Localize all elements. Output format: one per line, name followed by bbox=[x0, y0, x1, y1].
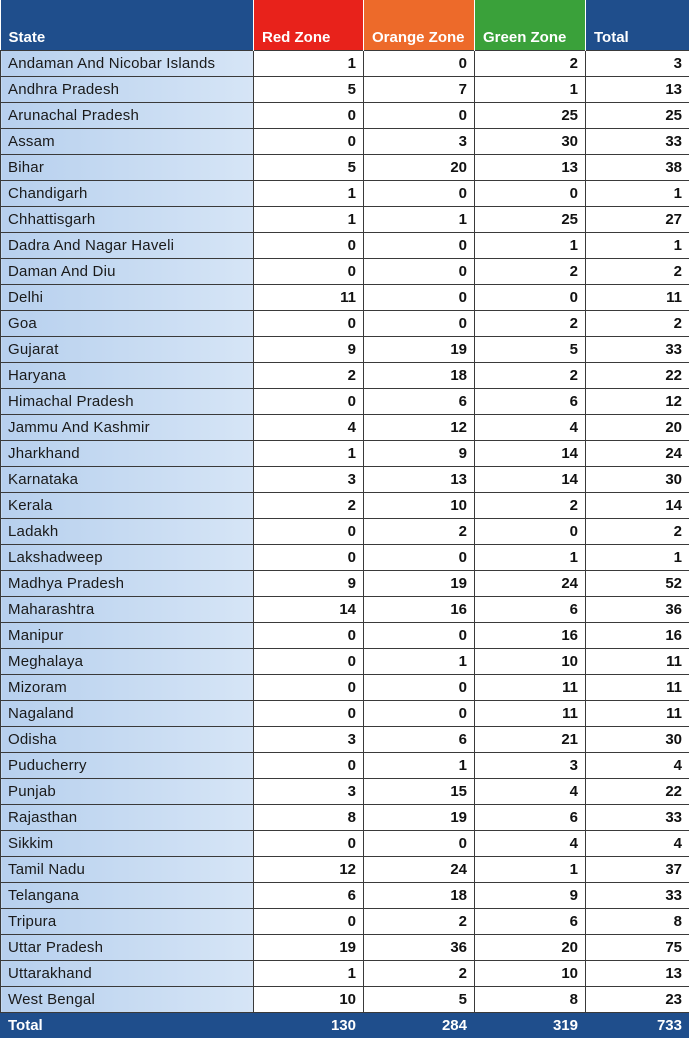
green-zone-cell: 11 bbox=[475, 701, 586, 727]
state-cell: Nagaland bbox=[1, 701, 254, 727]
total-cell: 8 bbox=[586, 909, 689, 935]
red-zone-cell: 0 bbox=[254, 233, 364, 259]
state-cell: West Bengal bbox=[1, 987, 254, 1013]
green-zone-cell: 30 bbox=[475, 129, 586, 155]
red-zone-cell: 1 bbox=[254, 441, 364, 467]
green-zone-cell: 4 bbox=[475, 831, 586, 857]
red-zone-cell: 0 bbox=[254, 623, 364, 649]
red-zone-cell: 0 bbox=[254, 103, 364, 129]
table-row bbox=[1, 519, 689, 545]
red-zone-cell: 10 bbox=[254, 987, 364, 1013]
table-row bbox=[1, 701, 689, 727]
orange-zone-cell: 2 bbox=[364, 519, 475, 545]
total-cell: 1 bbox=[586, 233, 689, 259]
table-row bbox=[1, 597, 689, 623]
state-cell: Karnataka bbox=[1, 467, 254, 493]
total-cell: 33 bbox=[586, 883, 689, 909]
green-zone-cell: 21 bbox=[475, 727, 586, 753]
total-cell: 2 bbox=[586, 259, 689, 285]
green-zone-cell: 6 bbox=[475, 597, 586, 623]
red-zone-cell: 0 bbox=[254, 701, 364, 727]
table-row bbox=[1, 961, 689, 987]
state-cell: Meghalaya bbox=[1, 649, 254, 675]
green-zone-cell: 10 bbox=[475, 649, 586, 675]
total-column-header: Total bbox=[586, 0, 689, 51]
state-cell: Uttarakhand bbox=[1, 961, 254, 987]
total-cell: 52 bbox=[586, 571, 689, 597]
red-zone-cell: 1 bbox=[254, 181, 364, 207]
orange-zone-cell: 0 bbox=[364, 701, 475, 727]
total-cell: 33 bbox=[586, 805, 689, 831]
header-row bbox=[1, 0, 689, 51]
green-zone-cell: 6 bbox=[475, 805, 586, 831]
table-row bbox=[1, 779, 689, 805]
total-label: Total bbox=[1, 1013, 254, 1038]
green-zone-cell: 2 bbox=[475, 51, 586, 77]
red-zone-cell: 19 bbox=[254, 935, 364, 961]
total-cell: 25 bbox=[586, 103, 689, 129]
total-row bbox=[1, 1013, 689, 1038]
state-cell: Odisha bbox=[1, 727, 254, 753]
red-zone-cell: 0 bbox=[254, 753, 364, 779]
total-cell: 38 bbox=[586, 155, 689, 181]
red-zone-cell: 5 bbox=[254, 77, 364, 103]
state-cell: Maharashtra bbox=[1, 597, 254, 623]
total-cell: 37 bbox=[586, 857, 689, 883]
orange-zone-cell: 0 bbox=[364, 675, 475, 701]
orange-zone-cell: 18 bbox=[364, 883, 475, 909]
table-row bbox=[1, 623, 689, 649]
total-cell: 11 bbox=[586, 649, 689, 675]
table-row bbox=[1, 181, 689, 207]
total-cell: 2 bbox=[586, 519, 689, 545]
table-row bbox=[1, 285, 689, 311]
table-row bbox=[1, 831, 689, 857]
orange-zone-cell: 18 bbox=[364, 363, 475, 389]
orange-zone-cell: 1 bbox=[364, 753, 475, 779]
red-zone-cell: 0 bbox=[254, 545, 364, 571]
red-zone-cell: 8 bbox=[254, 805, 364, 831]
green-zone-cell: 2 bbox=[475, 311, 586, 337]
state-cell: Jammu And Kashmir bbox=[1, 415, 254, 441]
orange-zone-cell: 0 bbox=[364, 831, 475, 857]
table-row bbox=[1, 415, 689, 441]
orange-zone-cell: 16 bbox=[364, 597, 475, 623]
total-cell: 11 bbox=[586, 701, 689, 727]
total-cell: 23 bbox=[586, 987, 689, 1013]
table-row bbox=[1, 545, 689, 571]
red-zone-cell: 3 bbox=[254, 727, 364, 753]
orange-zone-cell: 2 bbox=[364, 909, 475, 935]
green-zone-cell: 5 bbox=[475, 337, 586, 363]
green-zone-cell: 4 bbox=[475, 779, 586, 805]
table-row bbox=[1, 129, 689, 155]
total-cell: 13 bbox=[586, 77, 689, 103]
state-cell: Kerala bbox=[1, 493, 254, 519]
state-cell: Rajasthan bbox=[1, 805, 254, 831]
table-row bbox=[1, 337, 689, 363]
table-row bbox=[1, 987, 689, 1013]
green-zone-cell: 2 bbox=[475, 259, 586, 285]
total-cell: 33 bbox=[586, 337, 689, 363]
orange-zone-cell: 1 bbox=[364, 649, 475, 675]
state-cell: Delhi bbox=[1, 285, 254, 311]
green-zone-column-header: Green Zone bbox=[475, 0, 586, 51]
table-row bbox=[1, 649, 689, 675]
orange-zone-cell: 3 bbox=[364, 129, 475, 155]
total-cell: 24 bbox=[586, 441, 689, 467]
red-zone-cell: 9 bbox=[254, 337, 364, 363]
total-cell: 14 bbox=[586, 493, 689, 519]
state-cell: Dadra And Nagar Haveli bbox=[1, 233, 254, 259]
table-row bbox=[1, 207, 689, 233]
orange-zone-cell: 0 bbox=[364, 233, 475, 259]
red-zone-cell: 0 bbox=[254, 129, 364, 155]
table-row bbox=[1, 727, 689, 753]
orange-zone-cell: 6 bbox=[364, 727, 475, 753]
total-cell: 11 bbox=[586, 675, 689, 701]
orange-zone-column-header: Orange Zone bbox=[364, 0, 475, 51]
total-cell: 3 bbox=[586, 51, 689, 77]
table-row bbox=[1, 441, 689, 467]
green-zone-cell: 0 bbox=[475, 519, 586, 545]
total-cell: 4 bbox=[586, 753, 689, 779]
table-row bbox=[1, 857, 689, 883]
state-cell: Haryana bbox=[1, 363, 254, 389]
green-zone-cell: 9 bbox=[475, 883, 586, 909]
orange-zone-cell: 13 bbox=[364, 467, 475, 493]
green-zone-cell: 1 bbox=[475, 77, 586, 103]
state-column-header: State bbox=[1, 0, 254, 51]
table-row bbox=[1, 467, 689, 493]
table-row bbox=[1, 259, 689, 285]
orange-zone-cell: 0 bbox=[364, 51, 475, 77]
state-cell: Mizoram bbox=[1, 675, 254, 701]
state-cell: Ladakh bbox=[1, 519, 254, 545]
table-row bbox=[1, 389, 689, 415]
orange-zone-cell: 0 bbox=[364, 181, 475, 207]
total-cell: 1 bbox=[586, 181, 689, 207]
total-cell: 4 bbox=[586, 831, 689, 857]
red-zone-cell: 0 bbox=[254, 649, 364, 675]
state-cell: Tamil Nadu bbox=[1, 857, 254, 883]
red-zone-cell: 0 bbox=[254, 519, 364, 545]
total-orange: 284 bbox=[364, 1013, 475, 1038]
red-zone-cell: 1 bbox=[254, 207, 364, 233]
orange-zone-cell: 24 bbox=[364, 857, 475, 883]
red-zone-cell: 4 bbox=[254, 415, 364, 441]
red-zone-cell: 0 bbox=[254, 675, 364, 701]
total-cell: 27 bbox=[586, 207, 689, 233]
table-row bbox=[1, 883, 689, 909]
red-zone-cell: 12 bbox=[254, 857, 364, 883]
green-zone-cell: 3 bbox=[475, 753, 586, 779]
red-zone-cell: 3 bbox=[254, 779, 364, 805]
red-zone-cell: 2 bbox=[254, 493, 364, 519]
state-cell: Uttar Pradesh bbox=[1, 935, 254, 961]
red-zone-column-header: Red Zone bbox=[254, 0, 364, 51]
orange-zone-cell: 0 bbox=[364, 285, 475, 311]
green-zone-cell: 14 bbox=[475, 441, 586, 467]
state-cell: Arunachal Pradesh bbox=[1, 103, 254, 129]
state-cell: Punjab bbox=[1, 779, 254, 805]
total-red: 130 bbox=[254, 1013, 364, 1038]
state-cell: Himachal Pradesh bbox=[1, 389, 254, 415]
green-zone-cell: 4 bbox=[475, 415, 586, 441]
total-green: 319 bbox=[475, 1013, 586, 1038]
green-zone-cell: 10 bbox=[475, 961, 586, 987]
total-cell: 20 bbox=[586, 415, 689, 441]
orange-zone-cell: 19 bbox=[364, 571, 475, 597]
total-cell: 30 bbox=[586, 727, 689, 753]
total-cell: 2 bbox=[586, 311, 689, 337]
state-cell: Telangana bbox=[1, 883, 254, 909]
green-zone-cell: 2 bbox=[475, 493, 586, 519]
total-cell: 22 bbox=[586, 779, 689, 805]
orange-zone-cell: 12 bbox=[364, 415, 475, 441]
table-row bbox=[1, 805, 689, 831]
state-cell: Chandigarh bbox=[1, 181, 254, 207]
table-row bbox=[1, 909, 689, 935]
red-zone-cell: 0 bbox=[254, 311, 364, 337]
orange-zone-cell: 6 bbox=[364, 389, 475, 415]
red-zone-cell: 6 bbox=[254, 883, 364, 909]
green-zone-cell: 1 bbox=[475, 233, 586, 259]
orange-zone-cell: 0 bbox=[364, 259, 475, 285]
orange-zone-cell: 7 bbox=[364, 77, 475, 103]
total-cell: 22 bbox=[586, 363, 689, 389]
table-body bbox=[1, 51, 689, 1013]
green-zone-cell: 1 bbox=[475, 545, 586, 571]
table-row bbox=[1, 311, 689, 337]
total-cell: 30 bbox=[586, 467, 689, 493]
state-cell: Andaman And Nicobar Islands bbox=[1, 51, 254, 77]
red-zone-cell: 1 bbox=[254, 51, 364, 77]
table-row bbox=[1, 675, 689, 701]
red-zone-cell: 11 bbox=[254, 285, 364, 311]
green-zone-cell: 11 bbox=[475, 675, 586, 701]
green-zone-cell: 25 bbox=[475, 103, 586, 129]
red-zone-cell: 0 bbox=[254, 389, 364, 415]
green-zone-cell: 20 bbox=[475, 935, 586, 961]
state-cell: Jharkhand bbox=[1, 441, 254, 467]
total-cell: 11 bbox=[586, 285, 689, 311]
state-cell: Chhattisgarh bbox=[1, 207, 254, 233]
orange-zone-cell: 0 bbox=[364, 545, 475, 571]
state-cell: Daman And Diu bbox=[1, 259, 254, 285]
table-row bbox=[1, 753, 689, 779]
green-zone-cell: 16 bbox=[475, 623, 586, 649]
red-zone-cell: 0 bbox=[254, 909, 364, 935]
orange-zone-cell: 0 bbox=[364, 103, 475, 129]
red-zone-cell: 1 bbox=[254, 961, 364, 987]
green-zone-cell: 14 bbox=[475, 467, 586, 493]
table-row bbox=[1, 935, 689, 961]
state-cell: Gujarat bbox=[1, 337, 254, 363]
total-cell: 13 bbox=[586, 961, 689, 987]
table-row bbox=[1, 155, 689, 181]
table-row bbox=[1, 493, 689, 519]
table-row bbox=[1, 51, 689, 77]
state-cell: Puducherry bbox=[1, 753, 254, 779]
green-zone-cell: 25 bbox=[475, 207, 586, 233]
state-cell: Andhra Pradesh bbox=[1, 77, 254, 103]
orange-zone-cell: 0 bbox=[364, 311, 475, 337]
table-row bbox=[1, 363, 689, 389]
total-cell: 16 bbox=[586, 623, 689, 649]
table-row bbox=[1, 571, 689, 597]
state-cell: Assam bbox=[1, 129, 254, 155]
total-cell: 75 bbox=[586, 935, 689, 961]
red-zone-cell: 0 bbox=[254, 259, 364, 285]
total-cell: 1 bbox=[586, 545, 689, 571]
green-zone-cell: 6 bbox=[475, 389, 586, 415]
green-zone-cell: 1 bbox=[475, 857, 586, 883]
orange-zone-cell: 2 bbox=[364, 961, 475, 987]
orange-zone-cell: 5 bbox=[364, 987, 475, 1013]
green-zone-cell: 0 bbox=[475, 285, 586, 311]
total-cell: 12 bbox=[586, 389, 689, 415]
state-cell: Goa bbox=[1, 311, 254, 337]
orange-zone-cell: 9 bbox=[364, 441, 475, 467]
orange-zone-cell: 10 bbox=[364, 493, 475, 519]
state-cell: Manipur bbox=[1, 623, 254, 649]
green-zone-cell: 0 bbox=[475, 181, 586, 207]
state-cell: Madhya Pradesh bbox=[1, 571, 254, 597]
orange-zone-cell: 0 bbox=[364, 623, 475, 649]
orange-zone-cell: 15 bbox=[364, 779, 475, 805]
state-cell: Bihar bbox=[1, 155, 254, 181]
red-zone-cell: 0 bbox=[254, 831, 364, 857]
green-zone-cell: 24 bbox=[475, 571, 586, 597]
state-cell: Lakshadweep bbox=[1, 545, 254, 571]
table-row bbox=[1, 233, 689, 259]
orange-zone-cell: 36 bbox=[364, 935, 475, 961]
total-cell: 36 bbox=[586, 597, 689, 623]
state-cell: Sikkim bbox=[1, 831, 254, 857]
red-zone-cell: 3 bbox=[254, 467, 364, 493]
red-zone-cell: 5 bbox=[254, 155, 364, 181]
total-cell: 33 bbox=[586, 129, 689, 155]
state-cell: Tripura bbox=[1, 909, 254, 935]
table-row bbox=[1, 103, 689, 129]
green-zone-cell: 13 bbox=[475, 155, 586, 181]
total-total: 733 bbox=[586, 1013, 689, 1038]
green-zone-cell: 8 bbox=[475, 987, 586, 1013]
table-row bbox=[1, 77, 689, 103]
orange-zone-cell: 1 bbox=[364, 207, 475, 233]
orange-zone-cell: 19 bbox=[364, 805, 475, 831]
orange-zone-cell: 19 bbox=[364, 337, 475, 363]
green-zone-cell: 2 bbox=[475, 363, 586, 389]
red-zone-cell: 9 bbox=[254, 571, 364, 597]
red-zone-cell: 14 bbox=[254, 597, 364, 623]
green-zone-cell: 6 bbox=[475, 909, 586, 935]
orange-zone-cell: 20 bbox=[364, 155, 475, 181]
red-zone-cell: 2 bbox=[254, 363, 364, 389]
